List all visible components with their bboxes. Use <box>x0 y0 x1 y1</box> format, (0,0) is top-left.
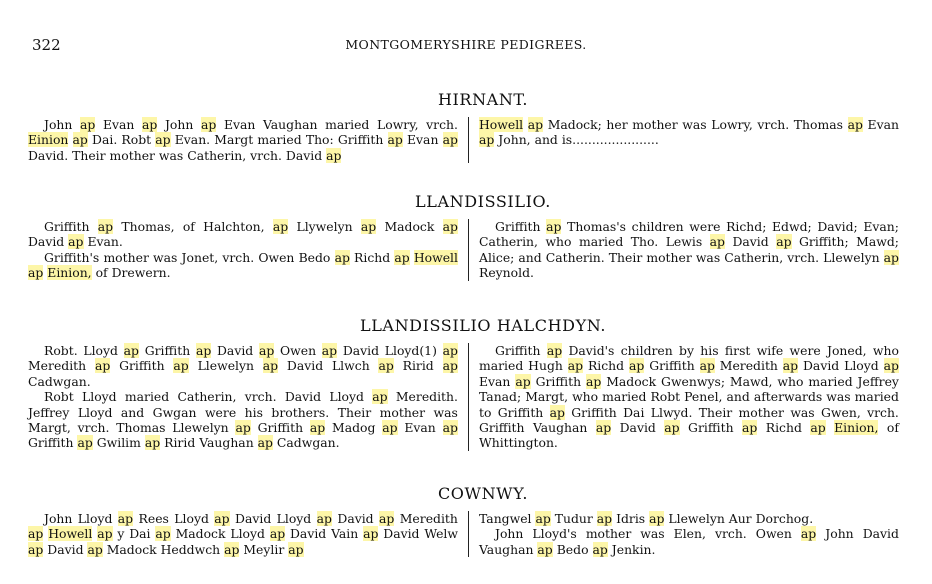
highlighted-word: ap <box>288 541 304 557</box>
highlighted-word: ap <box>535 511 551 526</box>
highlighted-word: ap <box>596 511 613 526</box>
highlighted-word: Howell <box>479 117 524 132</box>
highlighted-word: ap <box>442 420 458 436</box>
highlighted-word: ap <box>272 219 289 234</box>
highlighted-word: ap <box>214 511 230 526</box>
highlighted-word: ap <box>883 249 899 265</box>
highlighted-word: ap <box>709 234 725 250</box>
highlighted-word: ap <box>87 541 103 557</box>
highlighted-word: ap <box>262 358 279 374</box>
highlighted-word: ap <box>537 541 553 557</box>
section-hirnant <box>28 90 908 163</box>
highlighted-word: Einion <box>28 132 69 148</box>
right-column <box>469 117 899 148</box>
highlighted-word: Howell <box>413 249 458 265</box>
section-heading: COWNWY. <box>437 484 529 503</box>
highlighted-word: ap <box>546 219 562 234</box>
highlighted-word: ap <box>479 132 495 148</box>
highlighted-word: ap <box>316 511 332 526</box>
highlighted-word: ap <box>515 373 531 389</box>
paragraph: John ap Evan ap John ap Evan Vaughan maried Lowry, vrch. Einion ap Dai. Robt ap Evan. Margt maried Tho: Griffith ap Evan ap David. Their mother was Catherin, vrch. David ap <box>28 117 458 163</box>
highlighted-word: ap <box>68 234 84 250</box>
highlighted-word: ap <box>549 404 565 420</box>
running-title: MONTGOMERYSHIRE PEDIGREES. <box>345 37 587 52</box>
highlighted-word: ap <box>585 373 602 389</box>
highlighted-word: ap <box>847 117 863 132</box>
highlighted-word: ap <box>94 358 111 374</box>
section-llandissilio-halchdyn <box>28 316 908 451</box>
highlighted-word: Howell <box>48 526 93 542</box>
left-column <box>28 117 468 163</box>
highlighted-word: ap <box>321 343 338 358</box>
highlighted-word: ap <box>80 117 96 132</box>
highlighted-word: ap <box>699 358 715 374</box>
highlighted-word: ap <box>628 358 645 374</box>
paragraph: Griffith's mother was Jonet, vrch. Owen Bedo ap Richd ap Howell ap Einion, of Drewern. <box>28 249 458 281</box>
paragraph: John Lloyd ap Rees Lloyd ap David Lloyd ap David ap Meredith ap Howell ap y Dai ap Madock Lloyd ap David Vain ap David Welw ap David ap Madock Heddwch ap Meylir ap <box>28 511 458 557</box>
highlighted-word: ap <box>173 358 189 374</box>
highlighted-word: Einion, <box>47 265 92 281</box>
highlighted-word: ap <box>224 541 240 557</box>
highlighted-word: ap <box>442 343 458 358</box>
highlighted-word: ap <box>360 219 377 234</box>
paragraph: Howell ap Madock; her mother was Lowry, vrch. Thomas ap Evan ap John, and is...................... <box>479 117 899 148</box>
highlighted-word: ap <box>592 541 608 557</box>
left-column <box>28 343 468 451</box>
highlighted-word: ap <box>595 420 612 436</box>
highlighted-word: ap <box>742 420 758 436</box>
page-header <box>0 36 932 56</box>
highlighted-word: ap <box>195 343 212 358</box>
highlighted-word: ap <box>97 219 114 234</box>
highlighted-word: ap <box>394 249 410 265</box>
highlighted-word: ap <box>142 117 158 132</box>
highlighted-word: ap <box>28 541 44 557</box>
highlighted-word: ap <box>257 435 273 451</box>
page-number: 322 <box>32 36 61 54</box>
left-column <box>28 219 468 281</box>
highlighted-word: ap <box>117 511 134 526</box>
highlighted-word: ap <box>155 526 171 542</box>
highlighted-word: ap <box>326 147 342 163</box>
highlighted-word: ap <box>442 132 458 148</box>
section-llandissilio <box>28 192 908 281</box>
highlighted-word: ap <box>97 526 113 542</box>
section-heading: LLANDISSILIO. <box>415 192 551 211</box>
highlighted-word: ap <box>363 526 379 542</box>
highlighted-word: ap <box>782 358 799 374</box>
highlighted-word: ap <box>567 358 584 374</box>
highlighted-word: ap <box>28 265 44 281</box>
highlighted-word: ap <box>155 132 171 148</box>
highlighted-word: ap <box>235 420 251 436</box>
highlighted-word: ap <box>28 526 44 542</box>
right-column <box>469 343 899 451</box>
highlighted-word: ap <box>387 132 403 148</box>
highlighted-word: ap <box>269 526 286 542</box>
highlighted-word: ap <box>309 420 326 436</box>
highlighted-word: ap <box>649 511 665 526</box>
right-column <box>469 511 899 557</box>
highlighted-word: ap <box>800 526 817 542</box>
highlighted-word: ap <box>379 511 395 526</box>
paragraph: Griffith ap David's children by his first wife were Joned, who maried Hugh ap Richd ap Griffith ap Meredith ap David Lloyd ap Evan ap Griffith ap Madock Gwenwys; Mawd, who maried Jeffrey Tanad; Margt, who maried Robt Penel, and afterwards was maried to Griffith ap Griffith Dai Llwyd. Their mother was Gwen, vrch. Griffith Vaughan ap David ap Griffith ap Richd ap Einion, of Whittington. <box>479 343 899 451</box>
highlighted-word: Einion, <box>834 420 879 436</box>
highlighted-word: ap <box>442 358 458 374</box>
paragraph: John Lloyd's mother was Elen, vrch. Owen ap John David Vaughan ap Bedo ap Jenkin. <box>479 526 899 557</box>
paragraph: Robt Lloyd maried Catherin, vrch. David Lloyd ap Meredith. Jeffrey Lloyd and Gwgan were his brothers. Their mother was Margt, vrch. Thomas Llewelyn ap Griffith ap Madog ap Evan ap Griffith ap Gwilim ap Ririd Vaughan ap Cadwgan. <box>28 389 458 451</box>
highlighted-word: ap <box>382 420 398 436</box>
highlighted-word: ap <box>664 420 680 436</box>
section-heading: LLANDISSILIO HALCHDYN. <box>359 316 607 335</box>
highlighted-word: ap <box>72 132 88 148</box>
highlighted-word: ap <box>372 389 388 405</box>
right-column <box>469 219 899 281</box>
highlighted-word: ap <box>378 358 394 374</box>
section-heading: HIRNANT. <box>437 90 529 109</box>
paragraph: Griffith ap Thomas's children were Richd; Edwd; David; Evan; Catherin, who maried Tho. Lewis ap David ap Griffith; Mawd; Alice; and Catherin. Their mother was Catherin, vrch. Llewelyn ap Reynold. <box>479 219 899 281</box>
highlighted-word: ap <box>200 117 217 132</box>
section-cownwy <box>28 484 908 557</box>
highlighted-word: ap <box>883 358 899 374</box>
highlighted-word: ap <box>776 234 792 250</box>
paragraph: Griffith ap Thomas, of Halchton, ap Llywelyn ap Madock ap David ap Evan. <box>28 219 458 250</box>
highlighted-word: ap <box>810 420 826 436</box>
highlighted-word: ap <box>442 219 458 234</box>
highlighted-word: ap <box>334 249 350 265</box>
highlighted-word: ap <box>77 435 93 451</box>
highlighted-word: ap <box>258 343 275 358</box>
highlighted-word: ap <box>144 435 161 451</box>
left-column <box>28 511 468 557</box>
paragraph: Tangwel ap Tudur ap Idris ap Llewelyn Aur Dorchog. <box>479 511 814 526</box>
highlighted-word: ap <box>123 343 139 358</box>
highlighted-word: ap <box>546 343 563 358</box>
paragraph: Robt. Lloyd ap Griffith ap David ap Owen ap David Lloyd(1) ap Meredith ap Griffith ap Llewelyn ap David Llwch ap Ririd ap Cadwgan. <box>28 343 458 389</box>
highlighted-word: ap <box>527 117 544 132</box>
